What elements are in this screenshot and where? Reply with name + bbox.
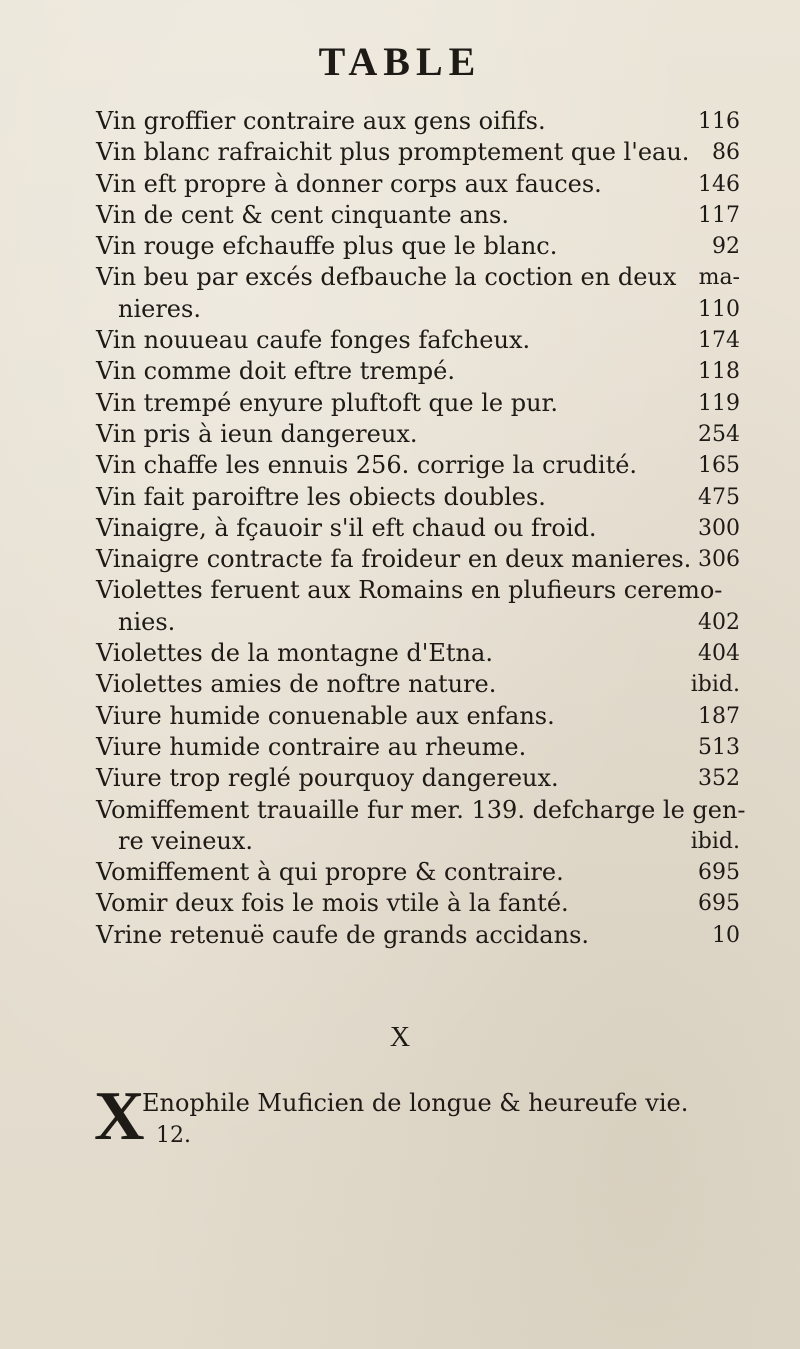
index-entry	[96, 419, 740, 450]
entry-page: 352	[698, 766, 740, 792]
entry-text: Vin blanc rafraichit plus promptement que l'eau.	[96, 138, 690, 167]
index-entry	[96, 388, 740, 419]
entry-text: re veineux.	[118, 826, 254, 855]
entry-page: 254	[698, 421, 740, 447]
entry-page: 86	[712, 140, 740, 166]
index-entry-continuation	[96, 294, 740, 325]
entry-page: 300	[698, 515, 740, 541]
entry-text: Vin de cent & cent cinquante ans.	[96, 200, 509, 229]
entry-text: Viure humide conuenable aux enfans.	[96, 701, 555, 730]
index-entry	[96, 544, 740, 575]
section-heading: X	[389, 1022, 411, 1053]
entry-page: 695	[698, 860, 740, 886]
index-entry	[96, 169, 740, 200]
index-entry	[96, 638, 740, 669]
entry-page: ibid.	[690, 672, 740, 698]
entry-text: Vin fait paroiftre les obiects doubles.	[96, 482, 546, 511]
entry-page: 92	[712, 234, 740, 260]
index-entry	[96, 482, 740, 513]
entry-page: 402	[698, 609, 740, 635]
entry-text: Vomiffement trauaille fur mer. 139. defcharge le gen-	[96, 795, 746, 824]
index-entry	[96, 200, 740, 231]
drop-cap: X	[94, 1078, 145, 1155]
entry-text: Vin chaffe les ennuis 256. corrige la crudité.	[96, 451, 638, 480]
index-entries	[96, 106, 746, 951]
entry-text: Vin pris à ieun dangereux.	[96, 419, 418, 448]
entry-text: Vinaigre contracte fa froideur en deux manieres.	[96, 545, 692, 574]
entry-page: 117	[698, 202, 740, 228]
index-entry	[96, 701, 740, 732]
entry-text: Violettes amies de noftre nature.	[96, 670, 497, 699]
entry-text: Vin rouge efchauffe plus que le blanc.	[96, 232, 558, 261]
entry-page: 695	[698, 891, 740, 917]
index-entry	[96, 137, 740, 168]
entry-text: Vomiffement à qui propre & contraire.	[96, 858, 564, 887]
index-entry	[96, 513, 740, 544]
index-entry	[96, 795, 746, 826]
entry-text: nies.	[118, 607, 176, 636]
index-entry	[96, 763, 740, 794]
index-entry	[96, 857, 740, 888]
index-entry	[96, 450, 740, 481]
entry-page: ma-	[698, 265, 740, 291]
entry-page: 116	[698, 109, 740, 134]
index-entry	[96, 231, 740, 262]
entry-text: Enophile Muficien de longue & heureufe vie.	[142, 1089, 689, 1117]
entry-text: Vin comme doit eftre trempé.	[96, 357, 455, 386]
section-first-entry	[94, 1078, 744, 1162]
entry-text: Vin eft propre à donner corps aux fauces.	[96, 169, 602, 198]
entry-page: 404	[698, 641, 740, 667]
entry-page: 118	[698, 359, 740, 385]
entry-page: 119	[698, 390, 740, 416]
entry-text: nieres.	[118, 294, 201, 323]
index-entry	[96, 575, 740, 606]
entry-page: 12.	[156, 1123, 191, 1148]
entry-page: 174	[698, 328, 740, 354]
entry-page: 513	[698, 734, 740, 760]
entry-text: Vin groffier contraire aux gens oififs.	[96, 107, 546, 135]
index-entry	[96, 669, 740, 700]
index-entry	[96, 356, 740, 387]
entry-text: Violettes feruent aux Romains en plufieurs ceremo-	[96, 576, 723, 605]
entry-text: Vin nouueau caufe fonges fafcheux.	[96, 326, 531, 355]
entry-page: 165	[698, 453, 740, 479]
index-entry-continuation	[96, 607, 740, 638]
entry-text: Vrine retenuë caufe de grands accidans.	[96, 920, 590, 949]
entry-text: Viure humide contraire au rheume.	[96, 732, 527, 761]
entry-text: Viure trop reglé pourquoy dangereux.	[96, 764, 559, 793]
entry-page: 110	[698, 296, 740, 322]
entry-page: 187	[698, 703, 740, 729]
index-entry	[96, 325, 740, 356]
entry-text: Vinaigre, à fçauoir s'il eft chaud ou froid.	[96, 513, 597, 542]
index-entry	[96, 262, 740, 293]
entry-page: 306	[698, 547, 740, 573]
index-entry	[96, 106, 740, 137]
entry-text: Vin trempé enyure pluftoft que le pur.	[96, 388, 558, 417]
index-entry	[96, 732, 740, 763]
entry-page: 146	[698, 171, 740, 197]
entry-text: Violettes de la montagne d'Etna.	[96, 639, 493, 668]
running-header: TABLE	[318, 39, 482, 84]
entry-page: 475	[698, 484, 740, 510]
index-entry	[96, 920, 740, 951]
index-entry-continuation	[96, 826, 740, 857]
entry-page: 10	[712, 922, 740, 948]
entry-page: ibid.	[690, 828, 740, 854]
entry-text: Vomir deux fois le mois vtile à la fanté.	[96, 889, 569, 918]
entry-text: Vin beu par excés defbauche la coction en deux	[96, 263, 677, 292]
index-entry	[96, 888, 740, 919]
